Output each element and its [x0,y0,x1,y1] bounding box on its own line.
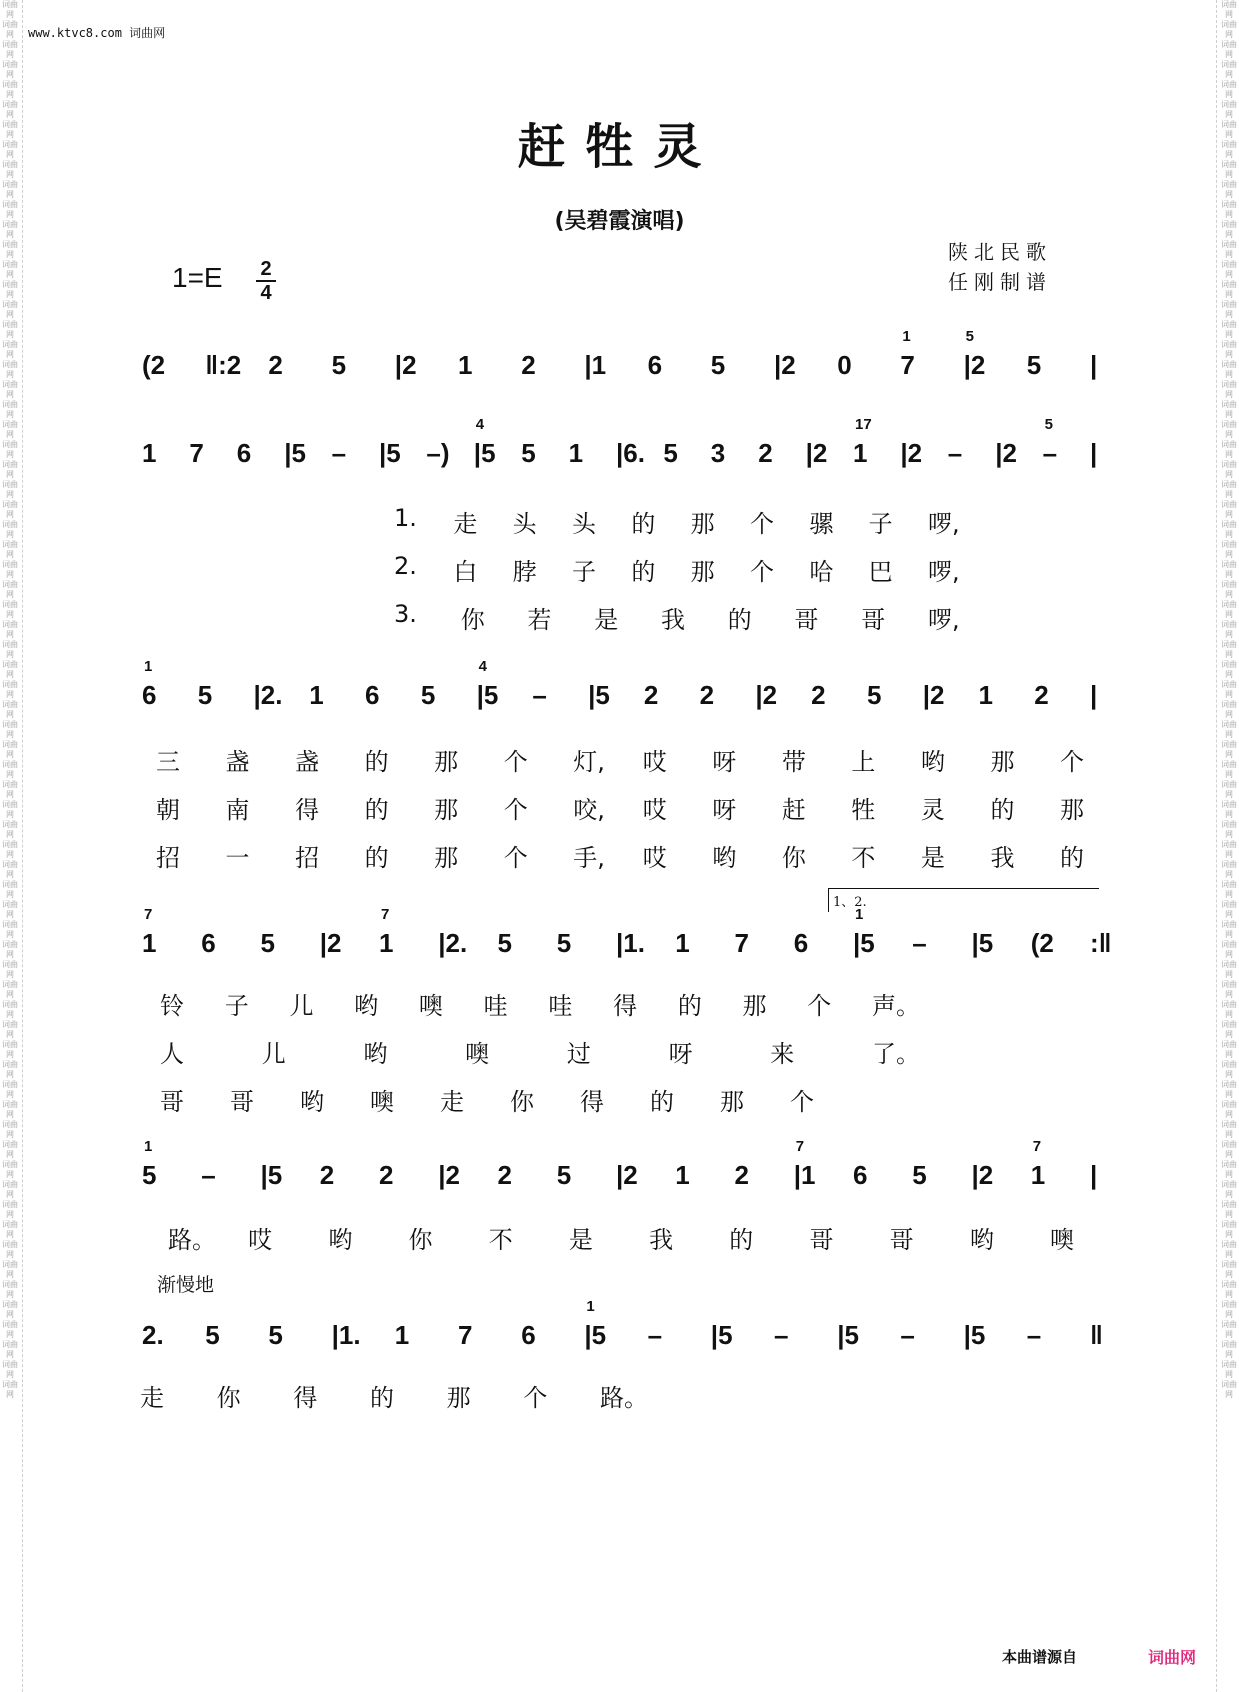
note-token: 1 [309,680,324,710]
lyric-verse3: 3. [394,600,417,628]
lyric-verse3: 是 [594,606,619,634]
lyric-verse3: 的 [364,844,389,872]
lyric-verse3: 一 [225,844,250,872]
margin-line-left [22,0,23,1692]
lyric-verse1: 哟 [920,748,945,776]
grace-note: 1 [144,658,153,675]
note-token: 7 [900,350,915,380]
lyric-verse1: 噢 [418,992,443,1020]
lyric-verse2: 呀 [668,1040,693,1068]
lyric-verse1: 带 [781,748,806,776]
note-token: |1 [584,350,607,380]
lyric-verse1: 走 [453,510,478,538]
note-token: | [1090,680,1098,710]
note-token: |2 [774,350,796,380]
note-token: |1 [793,1160,816,1190]
note-token: – [647,1320,663,1350]
grace-note: 7 [795,1138,805,1155]
note-token: – [947,438,963,468]
note-token: 6 [201,928,216,958]
lyric-verse2: 赶 [781,796,806,824]
lyric-verse2: 灵 [920,796,945,824]
note-token: 2 [319,1160,335,1190]
note-token: |5 [971,928,994,958]
lyric-verse2: 呀 [712,796,737,824]
note-token: 1 [379,928,394,958]
note-token: 7 [458,1320,473,1350]
note-token: (2 [142,350,166,380]
lyric-verse2: 啰, [928,558,960,586]
grace-note: 1 [902,328,911,345]
lyric-line: 路。 [168,1226,216,1254]
grace-note: 5 [965,328,974,345]
watermark-strip-right: 词曲网 词曲网 词曲网 词曲网 词曲网 词曲网 词曲网 词曲网 词曲网 词曲网 词曲网 词曲网 词曲网 词曲网 词曲网 词曲网 词曲网 词曲网 词曲网 词曲网 词曲网 词曲网 词曲网 词曲网 词曲网 词曲网 词曲网 词曲网 词曲网 词曲网 词曲网 词曲网 词曲网 词曲网 词曲网 词曲网 词曲网 词曲网 词曲网 词曲网 词曲网 词曲网 词曲网 词曲网 词曲网 词曲网 词曲网 词曲网 词曲网 词曲网 词曲网 词曲网 词曲网 词曲网 词曲网 词曲网 词曲网 词曲网 词曲网 词曲网 词曲网 词曲网 词曲网 词曲网 词曲网 词曲网 词曲网 词曲网 词曲网 词曲网 [1221,0,1237,1399]
note-token: |2 [805,438,828,468]
note-token: – [1042,438,1058,468]
note-token: |2 [755,680,778,710]
note-token: 1 [978,680,993,710]
lyric-verse3: 哎 [642,844,667,872]
lyric-verse3: 啰, [928,606,960,634]
lyric-verse1: 那 [690,510,715,538]
lyric-line: 哟 [969,1226,994,1254]
note-token: – [774,1320,789,1350]
margin-line-right [1216,0,1217,1692]
lyric-verse3: 噢 [370,1088,394,1116]
lyric-verse2: 的 [631,558,656,586]
lyric-verse1: 个 [750,510,774,538]
lyric-line: 不 [488,1226,513,1254]
lyric-verse1: 个 [1060,748,1084,776]
note-token: 5 [205,1320,220,1350]
lyric-verse1: 头 [572,510,596,538]
lyric-verse3: 哥 [794,606,819,634]
note-token: 3 [710,438,726,468]
lyric-verse3: 你 [460,606,485,634]
lyric-verse1: 那 [742,992,767,1020]
lyric-verse1: 儿 [289,992,314,1020]
note-token: |5 [584,1320,607,1350]
lyric-verse2: 脖 [512,558,537,586]
note-token: – [912,928,927,958]
lyric-verse1: 那 [990,748,1015,776]
lyric-verse1: 的 [677,992,702,1020]
lyric-verse2: 得 [295,796,320,824]
note-token: :‖ [1090,928,1112,958]
note-token: 2. [142,1320,164,1350]
lyric-verse2: 那 [434,796,459,824]
note-token: | [1090,438,1098,468]
lyric-verse2: 儿 [261,1040,286,1068]
note-token: 5 [331,350,347,380]
note-token: 1 [458,350,473,380]
grace-note: 4 [475,416,485,433]
note-token: |2 [438,1160,460,1190]
lyric-verse2: 2. [394,552,417,580]
lyric-verse1: 的 [364,748,389,776]
note-token: |2 [900,438,923,468]
lyric-verse3: 哥 [230,1088,254,1116]
note-token: |2. [438,928,468,958]
site-url: www.ktvc8.com 词曲网 [28,26,166,40]
note-token: |5 [853,928,875,958]
note-token: |2 [616,1160,638,1190]
note-token: 1 [675,1160,690,1190]
lyric-verse1: 哇 [483,992,508,1020]
note-token: | [1090,350,1098,380]
note-token: |2 [963,350,986,380]
note-token: 2 [1034,680,1049,710]
lyric-verse3: 哥 [861,606,886,634]
lyric-verse1: 盏 [295,748,320,776]
note-token: |5 [473,438,496,468]
lyric-line: 哟 [328,1226,353,1254]
note-token: |1. [616,928,645,958]
note-token: 1 [675,928,690,958]
note-token: 5 [866,680,882,710]
note-token: | [1090,1160,1098,1190]
lyric-verse2: 子 [572,558,596,586]
lyric-verse1: 上 [851,748,876,776]
lyric-verse3: 招 [295,844,320,872]
note-token: 5 [1026,350,1042,380]
lyric-verse3: 的 [727,606,752,634]
note-token: 0 [837,350,852,380]
lyric-line: 你 [216,1384,241,1412]
lyric-verse2: 哈 [809,558,834,586]
note-token: 5 [663,438,678,468]
lyric-verse2: 个 [503,796,528,824]
lyric-verse3: 走 [440,1088,464,1116]
lyric-verse2: 人 [160,1040,184,1068]
note-token: 7 [734,928,749,958]
note-token: |2 [971,1160,994,1190]
lyric-verse2: 噢 [465,1040,490,1068]
song-title: 赶牲灵 [517,119,722,175]
lyric-verse1: 得 [613,992,638,1020]
lyric-verse1: 哇 [548,992,573,1020]
lyric-verse1: 那 [434,748,459,776]
footer-source: 本曲谱源自 [1002,1648,1078,1666]
note-token: 1 [1030,1160,1046,1190]
lyric-verse2: 哎 [642,796,667,824]
lyric-verse1: 铃 [160,992,184,1020]
note-token: 5 [420,680,436,710]
note-token: |5 [710,1320,733,1350]
note-token: 1 [142,928,157,958]
note-token: (2 [1030,928,1054,958]
lyric-verse1: 子 [868,510,893,538]
lyric-verse1: 盏 [225,748,250,776]
lyric-verse1: 的 [631,510,656,538]
note-token: 1 [394,1320,410,1350]
lyric-line: 得 [293,1384,318,1412]
note-token: – [1026,1320,1042,1350]
note-token: |1. [331,1320,361,1350]
lyric-verse3: 不 [851,844,876,872]
grace-note: 4 [478,658,487,675]
note-token: 6 [521,1320,536,1350]
note-token: |2 [922,680,945,710]
footer-brand: 词曲网 [1148,1648,1197,1667]
lyric-verse3: 你 [510,1088,534,1116]
note-token: 5 [556,928,572,958]
volta-label: 1、2. [828,888,1099,912]
note-token: – [900,1320,915,1350]
note-token: |2 [394,350,417,380]
note-token: 1 [142,438,157,468]
lyric-verse2: 个 [750,558,774,586]
lyric-verse1: 呀 [712,748,737,776]
note-token: |5 [588,680,610,710]
lyric-verse1: 哟 [354,992,379,1020]
lyric-line: 个 [523,1384,548,1412]
note-token: 6 [142,680,157,710]
note-token: 7 [189,438,204,468]
note-token: 5 [710,350,726,380]
note-token: 5 [556,1160,572,1190]
lyric-verse2: 白 [453,558,478,586]
note-token: 6 [853,1160,868,1190]
lyric-line: 那 [446,1384,471,1412]
lyric-line: 哥 [889,1226,914,1254]
lyric-verse3: 的 [1060,844,1084,872]
note-token: 6 [647,350,663,380]
grace-note: 17 [855,416,872,433]
note-token: 5 [497,928,512,958]
lyric-verse2: 的 [990,796,1015,824]
lyric-verse1: 头 [512,510,537,538]
note-token: |5 [260,1160,283,1190]
note-token: |5 [284,438,306,468]
note-token: |2 [995,438,1017,468]
lyric-verse3: 是 [920,844,945,872]
meter-top: 2 [260,258,272,280]
note-token: 6 [365,680,380,710]
lyric-verse2: 牲 [851,796,876,824]
note-token: – [201,1160,216,1190]
lyric-verse2: 南 [225,796,250,824]
note-token: |5 [379,438,401,468]
credit-origin: 陕北民歌 [948,240,1052,264]
note-token: 5 [912,1160,927,1190]
lyric-verse1: 啰, [928,510,960,538]
lyric-line: 我 [649,1226,674,1254]
lyric-line: 哎 [248,1226,273,1254]
lyric-verse2: 咬, [573,796,605,824]
lyric-verse3: 手, [573,844,605,872]
lyric-verse1: 个 [503,748,528,776]
lyric-verse2: 那 [690,558,715,586]
lyric-verse1: 1. [394,504,417,532]
lyric-verse2: 巴 [868,558,893,586]
lyric-verse3: 个 [503,844,528,872]
meter-bottom: 4 [260,282,272,304]
lyric-line: 的 [729,1226,754,1254]
note-token: ‖:2 [205,350,242,380]
note-token: 2 [521,350,536,380]
lyric-verse2: 来 [770,1040,795,1068]
performer-subtitle: (吴碧霞演唱) [554,209,685,234]
grace-note: 7 [381,906,390,923]
grace-note: 1 [144,1138,153,1155]
lyric-line: 路。 [600,1384,648,1412]
lyric-verse3: 招 [156,844,180,872]
note-token: 2 [758,438,773,468]
lyric-line: 是 [568,1226,593,1254]
tempo-marking: 渐慢地 [157,1274,215,1296]
note-token: 2 [734,1160,749,1190]
lyric-verse1: 灯, [573,748,605,776]
key-signature: 1=E [172,262,223,293]
lyric-verse2: 了。 [872,1040,920,1068]
lyric-verse3: 哟 [712,844,737,872]
note-token: |5 [963,1320,986,1350]
lyric-verse3: 我 [990,844,1015,872]
lyric-verse1: 哎 [642,748,667,776]
lyric-verse1: 骡 [809,510,834,538]
lyric-line: 走 [140,1384,164,1412]
lyric-verse2: 那 [1060,796,1084,824]
lyric-verse3: 我 [661,606,685,634]
time-signature [256,258,276,304]
note-token: 5 [521,438,536,468]
note-token: |6. [616,438,645,468]
grace-note: 1 [855,906,864,923]
grace-note: 7 [144,906,153,923]
lyric-verse3: 个 [790,1088,814,1116]
note-token: 2 [643,680,659,710]
lyric-verse3: 得 [580,1088,604,1116]
lyric-verse1: 三 [156,748,180,776]
lyric-line: 的 [370,1384,394,1412]
note-token: ‖ [1090,1320,1103,1350]
note-token: 1 [853,438,868,468]
note-token: –) [426,438,450,468]
lyric-verse2: 的 [364,796,389,824]
note-token: 2 [699,680,715,710]
note-token: 5 [142,1160,157,1190]
grace-note: 7 [1032,1138,1042,1155]
lyric-verse2: 朝 [156,796,180,824]
note-token: |2 [319,928,342,958]
note-token: 2 [811,680,826,710]
note-token: 1 [568,438,584,468]
note-token: 6 [236,438,252,468]
lyric-verse3: 哥 [160,1088,184,1116]
note-token: – [331,438,347,468]
note-token: 5 [260,928,275,958]
note-token: 2 [379,1160,394,1190]
lyric-verse3: 哟 [300,1088,324,1116]
credit-arranger: 任刚制谱 [948,270,1052,294]
note-token: 6 [793,928,809,958]
grace-note: 1 [586,1298,595,1315]
watermark-strip-left: 词曲网 词曲网 词曲网 词曲网 词曲网 词曲网 词曲网 词曲网 词曲网 词曲网 词曲网 词曲网 词曲网 词曲网 词曲网 词曲网 词曲网 词曲网 词曲网 词曲网 词曲网 词曲网 词曲网 词曲网 词曲网 词曲网 词曲网 词曲网 词曲网 词曲网 词曲网 词曲网 词曲网 词曲网 词曲网 词曲网 词曲网 词曲网 词曲网 词曲网 词曲网 词曲网 词曲网 词曲网 词曲网 词曲网 词曲网 词曲网 词曲网 词曲网 词曲网 词曲网 词曲网 词曲网 词曲网 词曲网 词曲网 词曲网 词曲网 词曲网 词曲网 词曲网 词曲网 词曲网 词曲网 词曲网 词曲网 词曲网 词曲网 词曲网 [2,0,18,1399]
note-token: |2. [253,680,283,710]
lyric-verse3: 那 [720,1088,744,1116]
lyric-verse3: 那 [434,844,459,872]
lyric-line: 你 [408,1226,433,1254]
note-token: 2 [268,350,283,380]
lyric-verse1: 子 [224,992,249,1020]
lyric-verse2: 过 [566,1040,591,1068]
note-token: |5 [476,680,499,710]
lyric-line: 哥 [809,1226,834,1254]
grace-note: 5 [1044,416,1053,433]
lyric-verse1: 声。 [872,992,920,1020]
note-token: 5 [197,680,213,710]
note-token: 5 [268,1320,283,1350]
lyric-verse2: 哟 [363,1040,388,1068]
note-token: – [532,680,547,710]
lyric-verse1: 个 [807,992,832,1020]
lyric-verse3: 你 [781,844,806,872]
lyric-line: 噢 [1050,1226,1074,1254]
lyric-verse3: 若 [527,606,552,634]
lyric-verse3: 的 [650,1088,674,1116]
note-token: |5 [837,1320,859,1350]
note-token: 2 [497,1160,512,1190]
